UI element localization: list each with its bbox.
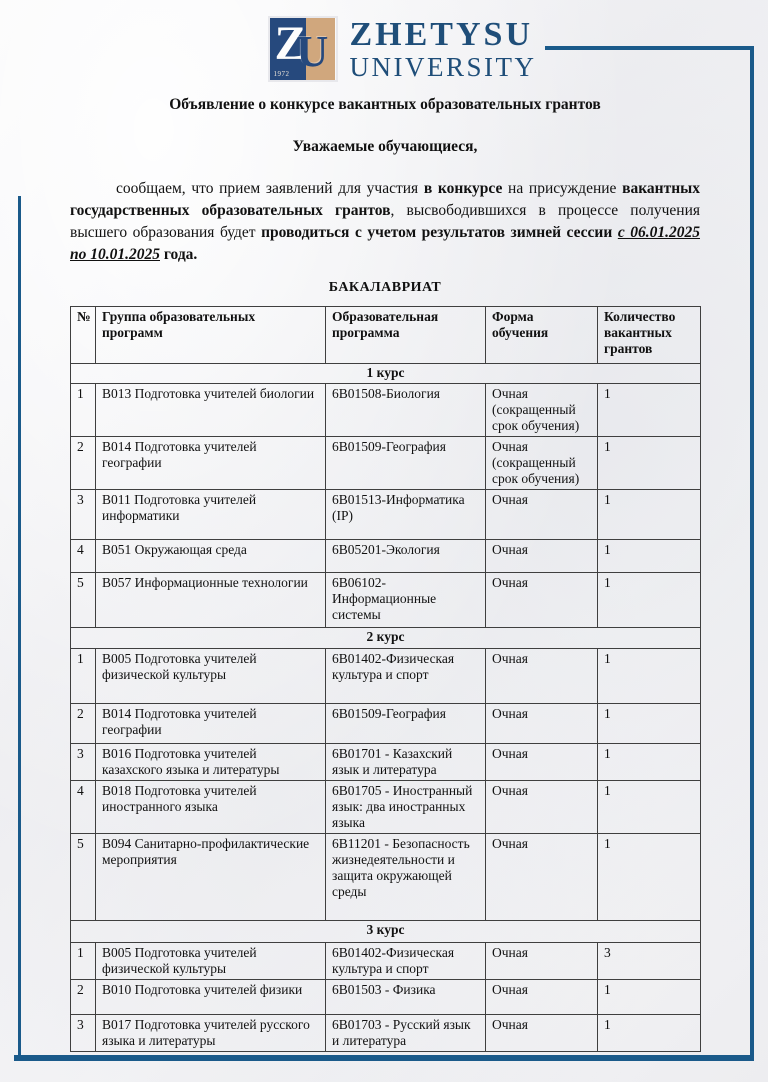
cell-program: 6В05201-Экология [326, 540, 486, 573]
cell-form: Очная [486, 943, 598, 980]
course-label: 3 курс [71, 921, 701, 943]
cell-group: В014 Подготовка учителей географии [96, 704, 326, 744]
header-form: Форма обучения [486, 307, 598, 364]
paragraph-segment-bold: вакантных государственных образовательных грантов [70, 180, 701, 219]
cell-count: 1 [598, 834, 701, 921]
cell-count: 1 [598, 1015, 701, 1052]
table-row [71, 1015, 701, 1052]
cell-form: Очная [486, 540, 598, 573]
cell-group: В011 Подготовка учителей информатики [96, 490, 326, 540]
cell-program: 6В01503 - Физика [326, 980, 486, 1015]
cell-form: Очная [486, 490, 598, 540]
table-row [71, 384, 701, 437]
paragraph-segment-bold: проводиться с учетом результатов зимней сессии [261, 224, 618, 241]
cell-number: 5 [71, 573, 96, 628]
cell-number: 1 [71, 649, 96, 704]
cell-number: 1 [71, 943, 96, 980]
cell-group: В010 Подготовка учителей физики [96, 980, 326, 1015]
cell-form: Очная [486, 744, 598, 781]
cell-form: Очная (сокращенный срок обучения) [486, 384, 598, 437]
cell-number: 3 [71, 490, 96, 540]
monogram-letter-z: Z [274, 17, 307, 70]
cell-group: В013 Подготовка учителей биологии [96, 384, 326, 437]
university-name [349, 15, 537, 82]
cell-form: Очная [486, 1015, 598, 1052]
table-row [71, 943, 701, 980]
paragraph-segment: на присуждение [502, 180, 623, 197]
cell-group: В005 Подготовка учителей физической культуры [96, 649, 326, 704]
logo-year: 1972 [273, 70, 290, 78]
table-row [71, 490, 701, 540]
cell-program: 6В01402-Физическая культура и спорт [326, 649, 486, 704]
header-number: № [71, 307, 96, 364]
cell-number: 5 [71, 834, 96, 921]
course-label: 1 курс [71, 364, 701, 384]
salutation: Уважаемые обучающиеся, [292, 138, 478, 155]
cell-count: 1 [598, 573, 701, 628]
header-group: Группа образовательных программ [96, 307, 326, 364]
table-row [71, 744, 701, 781]
course-section-row [71, 628, 701, 649]
cell-program: 6В11201 - Безопасность жизнедеятельности и защита окружающей среды [326, 834, 486, 921]
cell-number: 4 [71, 781, 96, 834]
cell-group: В005 Подготовка учителей физической культуры [96, 943, 326, 980]
cell-program: 6В06102-Информационные системы [326, 573, 486, 628]
cell-count: 1 [598, 744, 701, 781]
table-row [71, 573, 701, 628]
cell-count: 3 [598, 943, 701, 980]
cell-number: 4 [71, 540, 96, 573]
course-label: 2 курс [71, 628, 701, 649]
paragraph-segment: , высвободившихся в процессе получения высшего образования будет [70, 202, 701, 241]
cell-count: 1 [598, 490, 701, 540]
cell-number: 3 [71, 1015, 96, 1052]
table-row [71, 437, 701, 490]
header-count: Количество вакантных грантов [598, 307, 701, 364]
cell-program: 6В01701 - Казахский язык и литература [326, 744, 486, 781]
zu-monogram-icon [268, 16, 338, 82]
paragraph-segment-bold: в конкурсе [423, 180, 503, 197]
cell-program: 6В01509-География [326, 437, 486, 490]
cell-count: 1 [598, 437, 701, 490]
document-content [70, 96, 700, 1052]
announcement-paragraph [70, 178, 700, 266]
table-row [71, 980, 701, 1015]
cell-program: 6В01513-Информатика (IP) [326, 490, 486, 540]
university-name-line2: UNIVERSITY [349, 51, 537, 82]
cell-number: 3 [71, 744, 96, 781]
paragraph-dates: с 06.01.2025 по 10.01.2025 [70, 224, 700, 263]
cell-group: В017 Подготовка учителей русского языка и литературы [96, 1015, 326, 1052]
cell-form: Очная [486, 573, 598, 628]
cell-form: Очная [486, 704, 598, 744]
cell-form: Очная (сокращенный срок обучения) [486, 437, 598, 490]
table-row [71, 540, 701, 573]
frame-right-line [750, 46, 754, 1061]
table-row [71, 649, 701, 704]
cell-program: 6В01508-Биология [326, 384, 486, 437]
university-logo [0, 16, 768, 82]
cell-program: 6В01402-Физическая культура и спорт [326, 943, 486, 980]
cell-number: 1 [71, 384, 96, 437]
frame-left-line [18, 196, 21, 1055]
cell-group: В094 Санитарно-профилактические мероприятия [96, 834, 326, 921]
cell-form: Очная [486, 980, 598, 1015]
cell-number: 2 [71, 437, 96, 490]
cell-program: 6В01705 - Иностранный язык: два иностранных языка [326, 781, 486, 834]
table-row [71, 781, 701, 834]
degree-heading: БАКАЛАВРИАТ [328, 280, 442, 295]
cell-group: В018 Подготовка учителей иностранного языка [96, 781, 326, 834]
paragraph-segment: сообщаем, что прием заявлений для участия [116, 180, 424, 197]
course-section-row [71, 364, 701, 384]
university-name-line1: ZHETYSU [349, 15, 533, 53]
table-row [71, 834, 701, 921]
cell-count: 1 [598, 980, 701, 1015]
frame-bottom-line [14, 1055, 754, 1061]
monogram-letter-u: U [296, 27, 329, 76]
cell-number: 2 [71, 980, 96, 1015]
cell-count: 1 [598, 540, 701, 573]
table-row [71, 704, 701, 744]
course-section-row [71, 921, 701, 943]
grants-table [70, 306, 701, 1052]
cell-count: 1 [598, 781, 701, 834]
cell-number: 2 [71, 704, 96, 744]
cell-program: 6В01703 - Русский язык и литература [326, 1015, 486, 1052]
cell-form: Очная [486, 834, 598, 921]
cell-form: Очная [486, 781, 598, 834]
cell-group: В051 Окружающая среда [96, 540, 326, 573]
table-header-row [71, 307, 701, 364]
cell-group: В016 Подготовка учителей казахского языка и литературы [96, 744, 326, 781]
cell-count: 1 [598, 384, 701, 437]
paragraph-segment-bold: года. [160, 246, 198, 263]
cell-count: 1 [598, 704, 701, 744]
header-program: Образовательная программа [326, 307, 486, 364]
cell-count: 1 [598, 649, 701, 704]
cell-form: Очная [486, 649, 598, 704]
cell-program: 6В01509-География [326, 704, 486, 744]
document-title: Объявление о конкурсе вакантных образовательных грантов [169, 96, 601, 113]
cell-group: В057 Информационные технологии [96, 573, 326, 628]
cell-group: В014 Подготовка учителей географии [96, 437, 326, 490]
